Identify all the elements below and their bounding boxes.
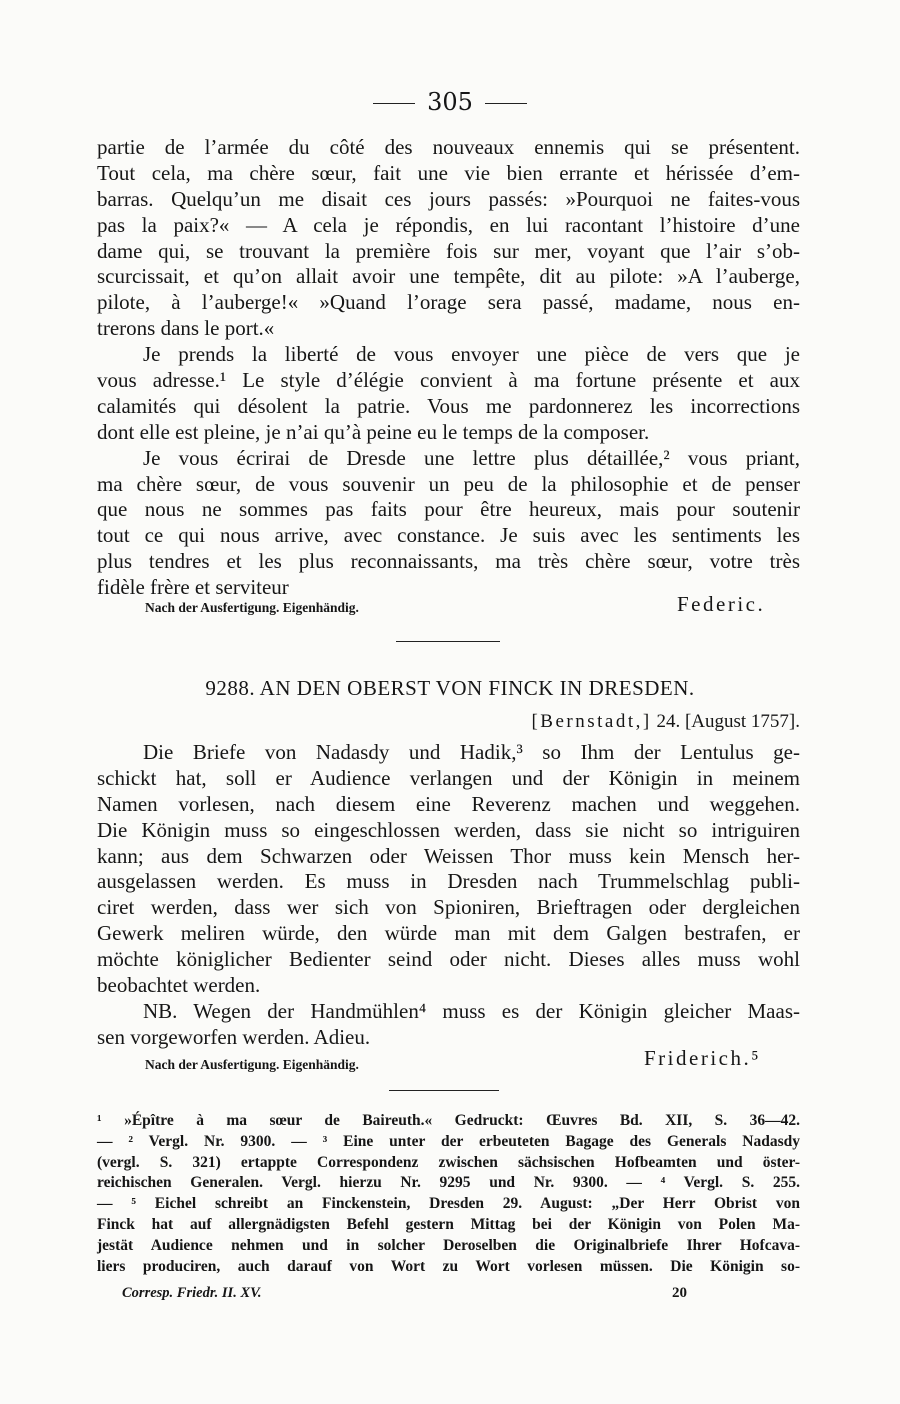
text-line: barras. Quelqu’un me disait ces jours passés: »Pourquoi ne faites-vous: [97, 186, 800, 211]
letter-1-signature: Federic.: [677, 592, 766, 616]
letter-2-body: [97, 740, 800, 1051]
footnote-rule: [389, 1090, 499, 1091]
text-line: Je vous écrirai de Dresde une lettre plus détaillée,² vous priant,: [143, 445, 800, 470]
text-line: vous adresse.¹ Le style d’élégie convient à ma fortune présente et aux: [97, 368, 800, 393]
text-line: Namen vorlesen, nach diesem eine Reverenz machen und weggehen.: [97, 791, 800, 816]
page-number-rule-left: [373, 103, 415, 104]
text-line: plus tendres et les plus reconnaissants, ma très chère sœur, votre très: [97, 549, 800, 574]
text-line: ma chère sœur, de vous souvenir un peu de la philosophie et de penser: [97, 471, 800, 496]
footnote-line: ¹ »Épître à ma sœur de Baireuth.« Gedruckt: Œuvres Bd. XII, S. 36—42.: [97, 1112, 800, 1129]
text-line: scurcissait, et qu’on allait avoir une tempête, dit au pilote: »A l’auberge,: [97, 264, 800, 289]
text-line: tout ce qui nous arrive, avec constance. Je suis avec les sentiments les: [97, 523, 800, 548]
text-line: Die Königin muss so eingeschlossen werden, dass sie nicht so intriguiren: [97, 817, 800, 842]
letter-1-body: [97, 135, 800, 601]
page-number: [0, 88, 900, 116]
footnote-line: liers produciren, auch darauf von Wort zu Wort vorlesen müssen. Die Königin so-: [97, 1257, 800, 1275]
footnote-line: reichischen Generalen. Vergl. hierzu Nr. 9295 und Nr. 9300. — ⁴ Vergl. S. 255.: [97, 1174, 800, 1192]
text-line: ciret werden, dass wer sich von Spioniren, Brieftragen oder dergleichen: [97, 895, 800, 920]
text-line: pilote, à l’auberge!« »Quand l’orage sera passé, madame, nous en-: [97, 290, 800, 315]
text-line: trerons dans le port.«: [97, 316, 275, 341]
text-line: dame qui, se trouvant la première fois sur mer, voyant que l’air s’ob-: [97, 238, 800, 263]
page-number-text: 305: [427, 88, 473, 116]
text-line: beobachtet werden.: [97, 973, 261, 998]
page-number-rule-right: [485, 103, 527, 104]
text-line: kann; aus dem Schwarzen oder Weissen Thor muss kein Mensch her-: [97, 843, 800, 868]
letter-2-source-note: Nach der Ausfertigung. Eigenhändig.: [145, 1057, 359, 1072]
dateline-place: [Bernstadt,]: [531, 711, 652, 732]
text-line: schickt hat, soll er Audience verlangen und der Königin in meinem: [97, 765, 800, 790]
letter-2-signature: Friderich.⁵: [644, 1046, 762, 1070]
text-line: calamités qui désolent la patrie. Vous me pardonnerez les incorrections: [97, 393, 800, 418]
footer-sheet-number: 20: [672, 1285, 687, 1301]
text-line: que nous ne sommes pas faits pour être heureux, mais pour soutenir: [97, 497, 800, 522]
text-line: sen vorgeworfen werden. Adieu.: [97, 1024, 371, 1049]
text-line: NB. Wegen der Handmühlen⁴ muss es der Königin gleicher Maas-: [143, 998, 800, 1023]
text-line: fidèle frère et serviteur: [97, 575, 289, 600]
divider-rule: [396, 641, 500, 642]
footnote-line: — ² Vergl. Nr. 9300. — ³ Eine unter der erbeuteten Bagage des Generals Nadasdy: [97, 1132, 800, 1150]
dateline-date: 24. [August 1757].: [656, 711, 800, 732]
letter-2-heading: 9288. AN DEN OBERST VON FINCK IN DRESDEN.: [205, 676, 695, 700]
footnote-line: jestät Audience nehmen und in solcher Deroselben die Originalbriefe Ihrer Hofcava-: [97, 1236, 800, 1254]
footnote-line: Finck hat auf allergnädigsten Befehl gestern Mittag bei der Königin von Polen Ma-: [97, 1215, 800, 1233]
footer-signature-mark: Corresp. Friedr. II. XV.: [122, 1285, 262, 1301]
letter-2-dateline: [531, 711, 800, 733]
text-line: möchte königlicher Bedienter seind oder nicht. Dieses alles muss wohl: [97, 947, 800, 972]
footnotes: [97, 1111, 800, 1277]
footnote-line: — ⁵ Eichel schreibt an Finckenstein, Dresden 29. August: „Der Herr Obrist von: [97, 1195, 800, 1213]
text-line: ausgelassen werden. Es muss in Dresden nach Trummelschlag publi-: [97, 869, 800, 894]
text-line: Je prends la liberté de vous envoyer une pièce de vers que je: [143, 342, 800, 367]
text-line: Die Briefe von Nadasdy und Hadik,³ so Ihm der Lentulus ge-: [143, 740, 800, 764]
text-line: pas la paix?« — A cela je répondis, en lui racontant l’histoire d’une: [97, 212, 800, 237]
text-line: dont elle est pleine, je n’ai qu’à peine eu le temps de la composer.: [97, 419, 650, 444]
text-line: Gewerk meliren würde, den würde man mit dem Galgen bestrafen, er: [97, 921, 800, 946]
text-line: Tout cela, ma chère sœur, fait une vie bien errante et hérissée d’em-: [97, 160, 800, 185]
footnote-line: (vergl. S. 321) ertappte Correspondenz zwischen sächsischen Hofbeamten und öster-: [97, 1153, 800, 1171]
letter-1-source-note: Nach der Ausfertigung. Eigenhändig.: [145, 600, 359, 615]
text-line: partie de l’armée du côté des nouveaux ennemis qui se présentent.: [97, 135, 800, 159]
